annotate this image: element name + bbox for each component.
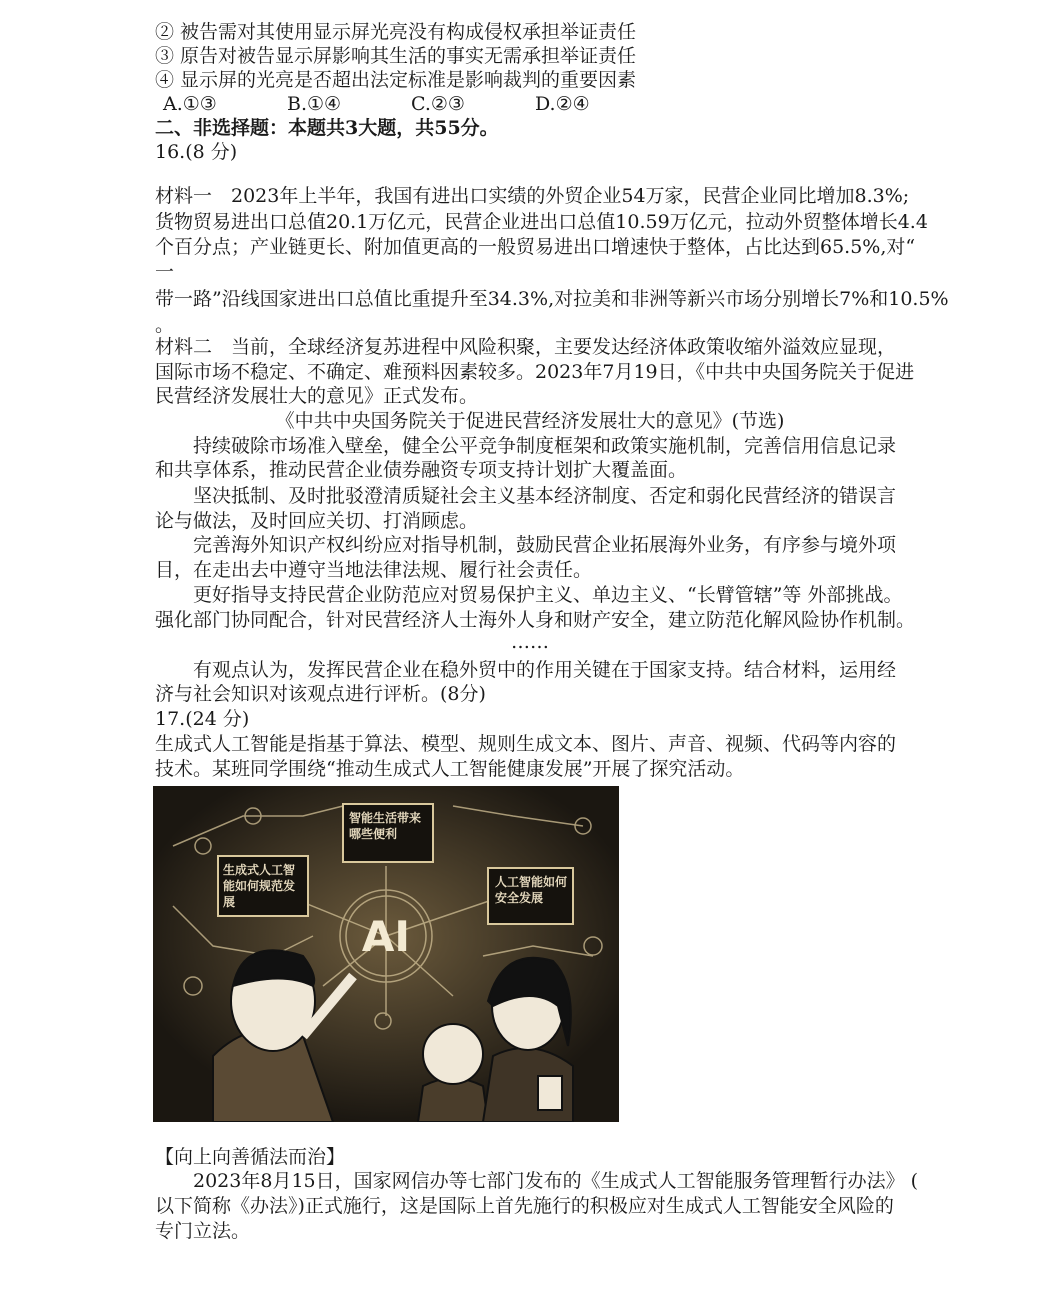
excerpt-line: 更好指导支持民营企业防范应对贸易保护主义、单边主义、“长臂管辖”等 外部挑战。 (193, 584, 903, 606)
para-line: 2023年8月15日，国家网信办等七部门发布的《生成式人工智能服务管理暂行办法》 ( (193, 1170, 919, 1192)
material1-line: 个百分点；产业链更长、附加值更高的一般贸易进出口增速快于整体，占比达到65.5%,对“ (155, 236, 916, 258)
excerpt-line: 持续破除市场准入壁垒，健全公平竞争制度框架和政策实施机制，完善信用信息记录 (193, 435, 897, 457)
excerpt-title: 《中共中央国务院关于促进民营经济发展壮大的意见》(节选) (275, 410, 785, 432)
material2-line: 国际市场不稳定、不确定、难预料因素较多。2023年7月19日，《中共中央国务院关于促进 (155, 361, 915, 383)
excerpt-line: 目，在走出去中遵守当地法律法规、履行社会责任。 (155, 559, 593, 581)
option-d: D.②④ (535, 93, 590, 115)
box-top-label: 智能生活带来哪些便利 (349, 811, 422, 841)
question-line: 有观点认为，发挥民营企业在稳外贸中的作用关键在于国家支持。结合材料，运用经 (193, 659, 897, 681)
option-a: A.①③ (163, 93, 217, 115)
option-c: C.②③ (411, 93, 465, 115)
box-right-label: 人工智能如何安全发展 (495, 875, 567, 905)
material1-line: 货物贸易进出口总值20.1万亿元，民营企业进出口总值10.59万亿元，拉动外贸整体增长4.4 (155, 211, 928, 233)
question-line: 济与社会知识对该观点进行评析。(8分) (155, 683, 486, 705)
material1-line: 带一路”沿线国家进出口总值比重提升至34.3%,对拉美和非洲等新兴市场分别增长7%和10.5% (155, 288, 949, 310)
material1-line: 。 (155, 314, 175, 336)
ai-illustration (153, 786, 619, 1122)
statement-3: ③ 原告对被告显示屏影响其生活的事实无需承担举证责任 (155, 45, 637, 67)
material2-line: 民营经济发展壮大的意见》正式发布。 (155, 385, 479, 407)
excerpt-line: 坚决抵制、及时批驳澄清质疑社会主义基本经济制度、否定和弱化民营经济的错误言 (193, 485, 897, 507)
ellipsis: …… (511, 631, 549, 653)
q17-number: 17.(24 分) (155, 708, 250, 730)
section-heading: 【向上向善循法而治】 (155, 1146, 346, 1168)
statement-2: ② 被告需对其使用显示屏光亮没有构成侵权承担举证责任 (155, 21, 637, 43)
para-line: 以下简称《办法》)正式施行，这是国际上首先施行的积极应对生成式人工智能安全风险的 (155, 1195, 894, 1217)
section-title: 二、非选择题：本题共3大题，共55分。 (155, 117, 499, 139)
q17-intro-line: 生成式人工智能是指基于算法、模型、规则生成文本、图片、声音、视频、代码等内容的 (155, 733, 897, 755)
excerpt-line: 论与做法，及时回应关切、打消顾虑。 (155, 510, 479, 532)
answer-options (163, 92, 659, 116)
ai-label: AI (361, 912, 411, 961)
option-b: B.①④ (287, 93, 342, 115)
q17-intro-line: 技术。某班同学围绕“推动生成式人工智能健康发展”开展了探究活动。 (155, 758, 745, 780)
excerpt-line: 强化部门协同配合，针对民营经济人士海外人身和财产安全，建立防范化解风险协作机制。 (155, 609, 916, 631)
q16-number: 16.(8 分) (155, 141, 238, 163)
excerpt-line: 和共享体系，推动民营企业债券融资专项支持计划扩大覆盖面。 (155, 459, 688, 481)
box-left-label: 生成式人工智能如何规范发展 (223, 863, 296, 909)
material1-line: 材料一 2023年上半年，我国有进出口实绩的外贸企业54万家，民营企业同比增加8.3%; (155, 185, 910, 207)
statement-4: ④ 显示屏的光亮是否超出法定标准是影响裁判的重要因素 (155, 69, 637, 91)
excerpt-line: 完善海外知识产权纠纷应对指导机制，鼓励民营企业拓展海外业务，有序参与境外项 (193, 534, 897, 556)
para-line: 专门立法。 (155, 1220, 251, 1242)
material2-line: 材料二 当前，全球经济复苏进程中风险积聚，主要发达经济体政策收缩外溢效应显现， (155, 336, 897, 358)
material1-line: 一 (155, 261, 175, 283)
